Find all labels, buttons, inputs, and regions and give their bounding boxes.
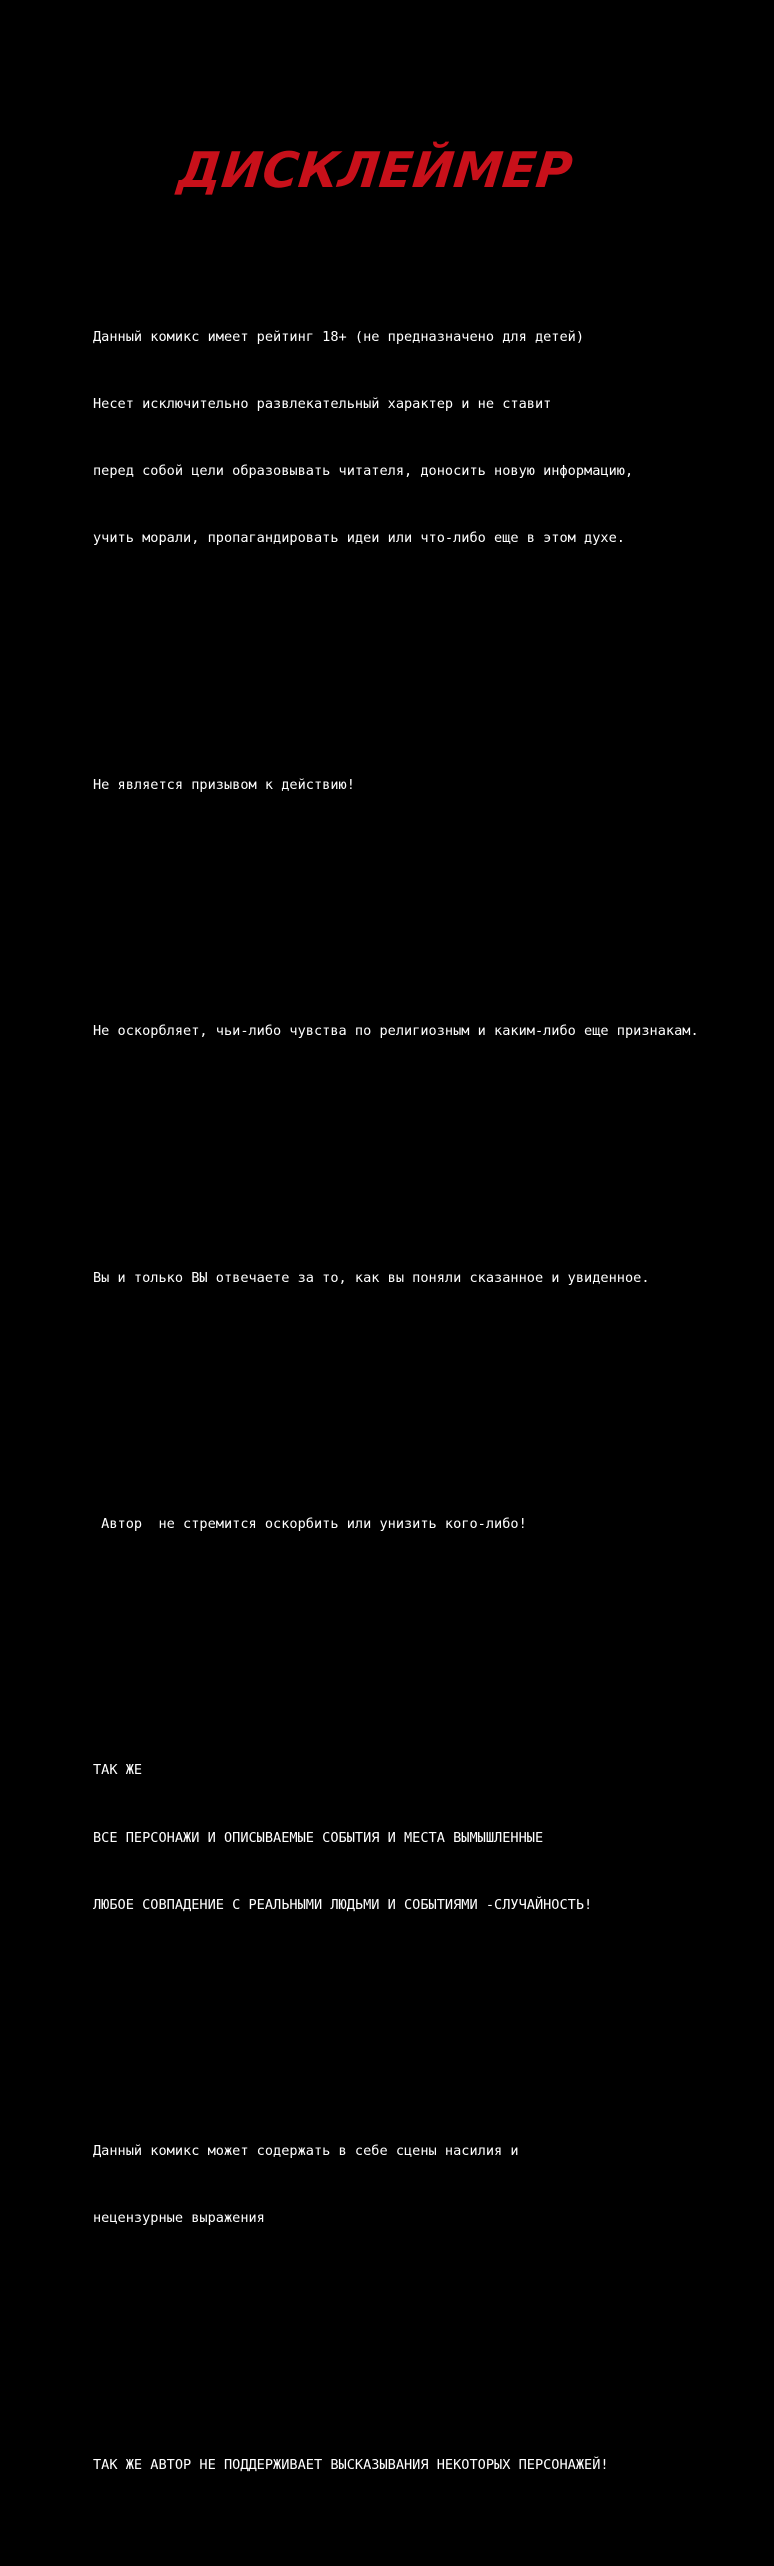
disclaimer-body (93, 236, 765, 2566)
text-line: Несет исключительно развлекательный характер и не ставит (93, 395, 552, 412)
text-line: Автор не стремится оскорбить или унизить кого-либо! (93, 1515, 527, 1532)
paragraph-fiction (93, 1715, 765, 1961)
text-line: ЛЮБОЕ СОВПАДЕНИЕ С РЕАЛЬНЫМИ ЛЮДЬМИ И СОБЫТИЯМИ -СЛУЧАЙНОСТЬ! (93, 1896, 593, 1913)
text-line: Вы и только ВЫ отвечаете за то, как вы поняли сказанное и увиденное. (93, 1269, 650, 1286)
text-line: учить морали, пропагандировать идеи или что-либо еще в этом духе. (93, 530, 625, 547)
paragraph-gap (93, 1379, 765, 1401)
text-line: перед собой цели образовывать читателя, доносить новую информацию, (93, 463, 634, 480)
page-title: ДИСКЛЕЙМЕР (175, 142, 576, 199)
text-line: ТАК ЖЕ АВТОР НЕ ПОДДЕРЖИВАЕТ ВЫСКАЗЫВАНИЯ НЕКОТОРЫХ ПЕРСОНАЖЕЙ! (93, 2456, 609, 2473)
paragraph-author (93, 1468, 765, 1580)
paragraph-gap (93, 639, 765, 661)
paragraph-gap (93, 2319, 765, 2341)
paragraph-gap (93, 1132, 765, 1154)
paragraph-responsibility (93, 1222, 765, 1334)
paragraph-gap (93, 2006, 765, 2028)
paragraph-gap (93, 1625, 765, 1647)
text-line: Не является призывом к действию! (93, 776, 355, 793)
text-line: Не оскорбляет, чьи-либо чувства по религиозным и каким-либо еще признакам. (93, 1023, 699, 1040)
paragraph-gap (93, 886, 765, 908)
paragraph-no-offense (93, 975, 765, 1087)
text-line: ВСЕ ПЕРСОНАЖИ И ОПИСЫВАЕМЫЕ СОБЫТИЯ И МЕСТА ВЫМЫШЛЕННЫЕ (93, 1829, 544, 1846)
paragraph-content-warning (93, 2095, 765, 2274)
text-line: Данный комикс имеет рейтинг 18+ (не предназначено для детей) (93, 328, 585, 345)
paragraph-not-a-call (93, 729, 765, 841)
text-line: ТАК ЖЕ (93, 1762, 143, 1779)
text-line: нецензурные выражения (93, 2210, 265, 2227)
text-line: Данный комикс может содержать в себе сцены насилия и (93, 2143, 519, 2160)
paragraph-author-views (93, 2409, 765, 2521)
paragraph-rating (93, 281, 765, 595)
